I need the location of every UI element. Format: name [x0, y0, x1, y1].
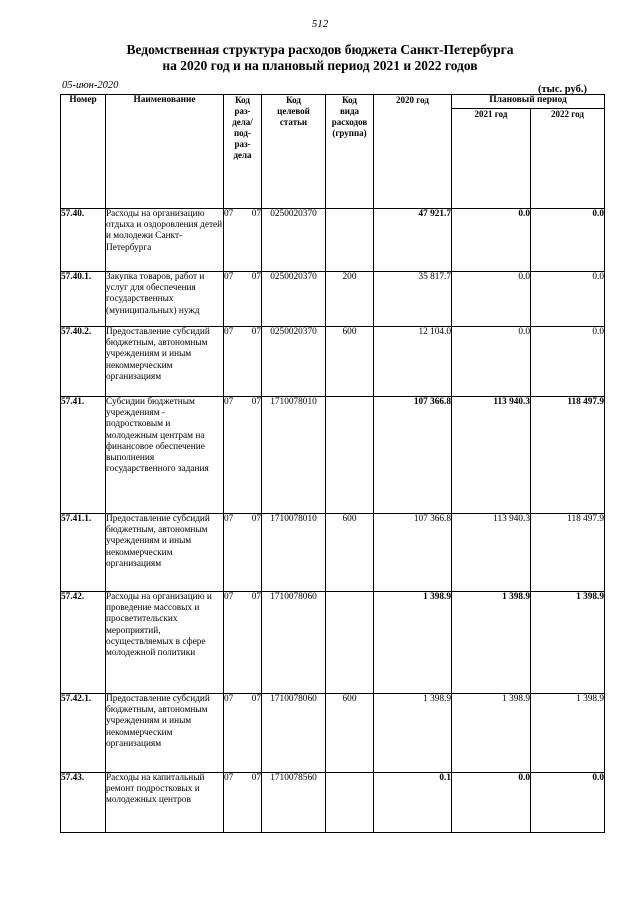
row-target-code: 0250020370: [262, 272, 326, 327]
document-title: [0, 42, 640, 74]
header-year-2020: 2020 год: [374, 95, 452, 209]
row-name: Закупка товаров, работ и услуг для обеспечения государственных (муниципальных) нужд: [106, 272, 224, 327]
row-subsection: 07: [251, 592, 261, 602]
row-section-code: [224, 592, 262, 694]
header-line: Код: [342, 95, 357, 105]
header-year-2021: 2021 год: [452, 109, 531, 209]
row-expense-code: [326, 592, 374, 694]
header-line: (группа): [332, 128, 367, 138]
row-name: Предоставление субсидий бюджетным, автономным учреждениям и иным некоммерческим организациям: [106, 327, 224, 397]
row-value-2020: 107 366.8: [374, 514, 452, 592]
row-subsection: 07: [251, 514, 261, 524]
header-line: под-: [234, 128, 251, 138]
row-subsection: 07: [251, 272, 261, 282]
row-expense-code: [326, 209, 374, 272]
row-section-code: [224, 514, 262, 592]
header-line: раз-: [234, 139, 251, 149]
row-value-2020: 35 817.7: [374, 272, 452, 327]
table-row: [61, 272, 605, 327]
document-date: 05-июн-2020: [62, 80, 119, 91]
table-row: [61, 209, 605, 272]
row-value-2021: 1 398.9: [452, 694, 531, 773]
row-number: 57.40.2.: [61, 327, 106, 397]
row-expense-code: 600: [326, 514, 374, 592]
header-line: расходов: [331, 117, 368, 127]
row-value-2022: 0.0: [531, 272, 605, 327]
row-section-code: [224, 272, 262, 327]
row-number: 57.40.1.: [61, 272, 106, 327]
row-target-code: 1710078010: [262, 514, 326, 592]
row-number: 57.42.: [61, 592, 106, 694]
header-line: раз-: [234, 106, 251, 116]
table-body: [61, 209, 605, 833]
row-number: 57.43.: [61, 773, 106, 833]
row-value-2020: 47 921.7: [374, 209, 452, 272]
row-value-2020: 0.1: [374, 773, 452, 833]
row-section: 07: [224, 209, 234, 219]
header-year-2022: 2022 год: [531, 109, 605, 209]
title-line-1: Ведомственная структура расходов бюджета Санкт-Петербурга: [126, 42, 514, 57]
row-section: 07: [224, 694, 234, 704]
table-row: [61, 694, 605, 773]
row-value-2021: 0.0: [452, 272, 531, 327]
row-value-2022: 1 398.9: [531, 592, 605, 694]
header-line: статьи: [279, 117, 308, 127]
row-name: Расходы на капитальный ремонт подростковых и молодежных центров: [106, 773, 224, 833]
row-target-code: 1710078060: [262, 592, 326, 694]
page-number: 512: [311, 18, 329, 30]
row-value-2021: 1 398.9: [452, 592, 531, 694]
row-section: 07: [224, 272, 234, 282]
row-name: Расходы на организацию и проведение массовых и просветительских мероприятий, осуществляемых в сфере молодежной политики: [106, 592, 224, 694]
row-target-code: 1710078560: [262, 773, 326, 833]
row-expense-code: 200: [326, 272, 374, 327]
table-row: [61, 514, 605, 592]
row-value-2022: 1 398.9: [531, 694, 605, 773]
row-section: 07: [224, 327, 234, 337]
table-row: [61, 592, 605, 694]
row-subsection: 07: [251, 773, 261, 783]
row-value-2021: 0.0: [452, 209, 531, 272]
table-row: [61, 773, 605, 833]
table-row: [61, 327, 605, 397]
row-subsection: 07: [251, 397, 261, 407]
row-section-code: [224, 397, 262, 514]
row-name: Предоставление субсидий бюджетным, автономным учреждениям и иным некоммерческим организациям: [106, 694, 224, 773]
header-line: дела/: [232, 117, 253, 127]
row-section-code: [224, 327, 262, 397]
row-value-2022: 0.0: [531, 773, 605, 833]
header-line: целевой: [277, 106, 310, 116]
header-line: дела: [233, 150, 252, 160]
header-name: Наименование: [106, 95, 224, 209]
row-value-2021: 0.0: [452, 773, 531, 833]
row-section: 07: [224, 514, 234, 524]
header-line: вида: [339, 106, 360, 116]
row-section-code: [224, 209, 262, 272]
row-value-2020: 1 398.9: [374, 694, 452, 773]
row-value-2022: 118 497.9: [531, 397, 605, 514]
row-number: 57.40.: [61, 209, 106, 272]
row-section-code: [224, 694, 262, 773]
budget-table: [60, 94, 605, 833]
header-section-code: [224, 95, 262, 209]
row-expense-code: [326, 773, 374, 833]
row-name: Расходы на организацию отдыха и оздоровления детей и молодежи Санкт-Петербурга: [106, 209, 224, 272]
row-section: 07: [224, 773, 234, 783]
header-expense-code: [326, 95, 374, 209]
row-target-code: 0250020370: [262, 327, 326, 397]
row-number: 57.41.: [61, 397, 106, 514]
title-line-2: на 2020 год и на плановый период 2021 и 2022 годов: [162, 58, 478, 73]
row-name: Субсидии бюджетным учреждениям - подростковым и молодежным центрам на финансовое обеспечение выполнения государственного задания: [106, 397, 224, 514]
row-subsection: 07: [251, 694, 261, 704]
row-value-2021: 113 940.3: [452, 514, 531, 592]
row-section: 07: [224, 592, 234, 602]
row-value-2022: 0.0: [531, 209, 605, 272]
row-value-2020: 12 104.0: [374, 327, 452, 397]
header-line: Код: [286, 95, 301, 105]
row-value-2020: 1 398.9: [374, 592, 452, 694]
row-value-2021: 113 940.3: [452, 397, 531, 514]
row-subsection: 07: [251, 209, 261, 219]
row-subsection: 07: [251, 327, 261, 337]
row-expense-code: 600: [326, 327, 374, 397]
row-number: 57.41.1.: [61, 514, 106, 592]
header-number: Номер: [61, 95, 106, 209]
table-row: [61, 397, 605, 514]
row-number: 57.42.1.: [61, 694, 106, 773]
row-value-2020: 107 366.8: [374, 397, 452, 514]
row-expense-code: [326, 397, 374, 514]
row-value-2021: 0.0: [452, 327, 531, 397]
row-value-2022: 118 497.9: [531, 514, 605, 592]
row-target-code: 1710078060: [262, 694, 326, 773]
row-expense-code: 600: [326, 694, 374, 773]
row-name: Предоставление субсидий бюджетным, автономным учреждениям и иным некоммерческим организациям: [106, 514, 224, 592]
row-value-2022: 0.0: [531, 327, 605, 397]
row-target-code: 1710078010: [262, 397, 326, 514]
header-target-code: [262, 95, 326, 209]
header-plan-period: Плановый период: [452, 95, 605, 109]
row-section-code: [224, 773, 262, 833]
row-section: 07: [224, 397, 234, 407]
units-label: (тыс. руб.): [538, 84, 587, 95]
header-line: Код: [235, 95, 250, 105]
row-target-code: 0250020370: [262, 209, 326, 272]
